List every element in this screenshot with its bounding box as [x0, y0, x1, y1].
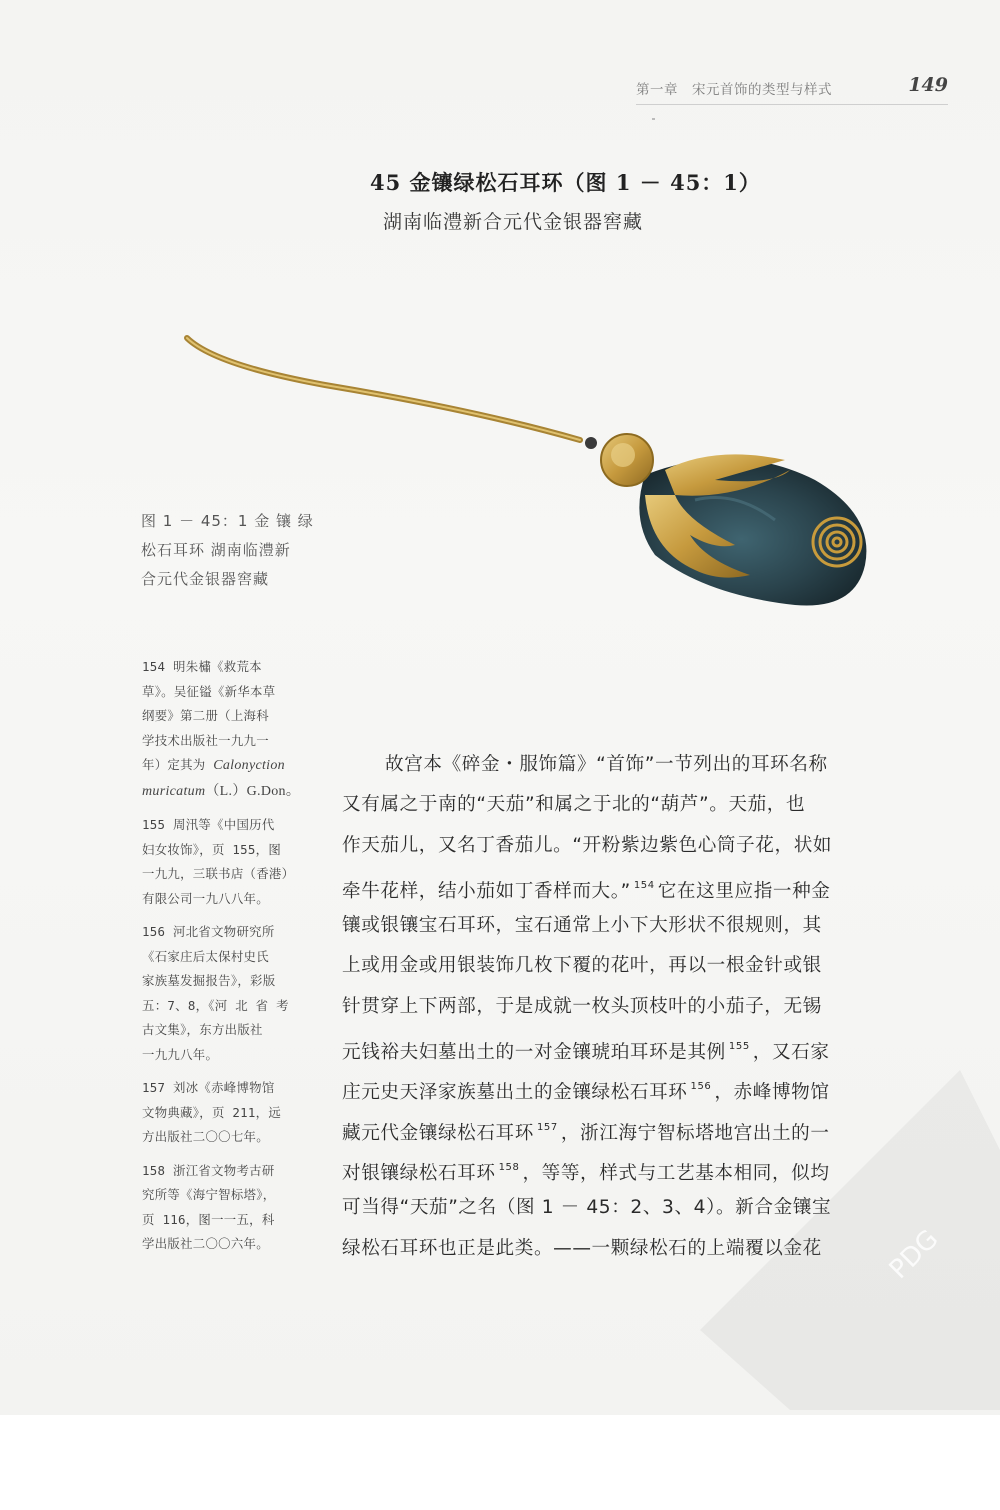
text-line: 又有属之于南的“天茄”和属之于北的“葫芦”。天茄，也: [342, 794, 806, 816]
text-line: 藏元代金镶绿松石耳环 $^{157}$ ，浙江海宁智标塔地宫出土的一: [342, 1121, 830, 1144]
text-line: 可当得“天茄”之名（图 1 － 45：2、3、4）。新合金镶宝: [342, 1197, 832, 1219]
pdg-watermark: [640, 1030, 1000, 1410]
footnote-155: 155 周汛等《中国历代 妇女妆饰》，页 155，图 一九九，三联书店（香港） 有限公司一九八八年。: [142, 817, 295, 906]
text-line: 对银镶绿松石耳环 $^{158}$ ，等等，样式与工艺基本相同，似均: [342, 1161, 830, 1184]
text-line: 作天茄儿，又名丁香茄儿。“开粉紫边紫色心筒子花，状如: [342, 834, 833, 856]
text-line: 牵牛花样，结小茄如丁香样而大。” $^{154}$ 它在这里应指一种金: [342, 879, 831, 902]
chapter-title: 第一章 宋元首饰的类型与样式: [636, 82, 832, 98]
footnotes: [142, 655, 312, 1266]
footnote-ref[interactable]: 154: [633, 879, 655, 891]
footnote-ref[interactable]: 156: [690, 1081, 712, 1093]
footnote-ref[interactable]: 157: [536, 1121, 558, 1133]
text-line: 上或用金或用银装饰几枚下覆的花叶，再以一根金针或银: [342, 955, 822, 977]
footnote-156: 156 河北省文物研究所 《石家庄后太保村史氏 家族墓发掘报告》，彩版 五：7、8，《河 北 省 考 古文集》，东方出版社 一九九八年。: [142, 924, 289, 1062]
text-line: 故宫本《碎金・服饰篇》“首饰”一节列出的耳环名称: [385, 754, 828, 775]
footnote-157: 157 刘冰《赤峰博物馆 文物典藏》，页 211，远 方出版社二〇〇七年。: [142, 1080, 282, 1144]
figure-caption: 图 1 － 45：1 金 镶 绿 松石耳环 湖南临澧新 合元代金银器窖藏: [141, 512, 314, 588]
watermark-text: PDG: [883, 1224, 945, 1285]
text-line: 针贯穿上下两部，于是成就一枚头顶枝叶的小茄子，无锡: [342, 995, 822, 1017]
page-number: 149: [908, 74, 948, 96]
text-line: 镶或银镶宝石耳环，宝石通常上小下大形状不很规则，其: [342, 915, 822, 937]
footnote-ref[interactable]: 158: [498, 1161, 520, 1173]
text-line: 元钱裕夫妇墓出土的一对金镶琥珀耳环是其例 $^{155}$ ，又石家: [342, 1041, 830, 1064]
footnote-158: 158 浙江省文物考古研 究所等《海宁智标塔》， 页 116，图一一五，科 学出版社二〇〇六年。: [142, 1162, 276, 1251]
speck: [652, 118, 655, 120]
text-line: 庄元史天泽家族墓出土的金镶绿松石耳环 $^{156}$ ，赤峰博物馆: [342, 1081, 830, 1104]
footnote-154: 154 明朱橚《救荒本 草》。吴征镒《新华本草 纲要》第二册（上海科 学技术出版社一九九一 年）定其为 Calonyction muricatum（L.）G.Don。: [142, 659, 301, 799]
running-header: [636, 76, 948, 105]
footnote-ref[interactable]: 155: [728, 1041, 750, 1053]
section-title: 45 金镶绿松石耳环（图 1 － 45：1）: [370, 170, 761, 195]
text-line: 绿松石耳环也正是此类。——一颗绿松石的上端覆以金花: [342, 1237, 822, 1259]
section-subtitle: 湖南临澧新合元代金银器窖藏: [383, 211, 644, 233]
